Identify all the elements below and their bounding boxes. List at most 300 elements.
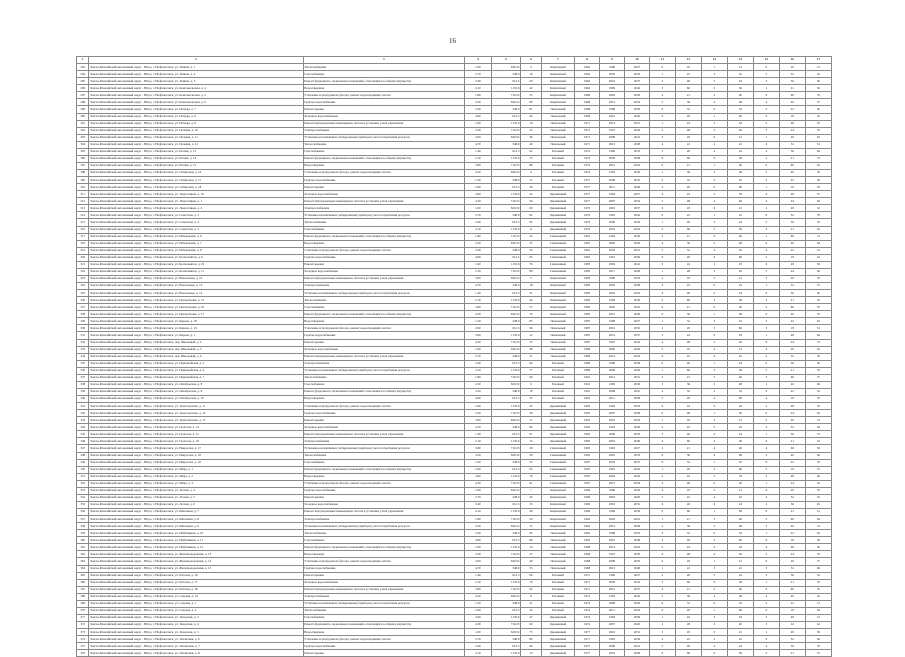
share-cell: 98 [521,537,542,544]
area-cell: 1135.6 [491,403,520,410]
c6-cell: 60 [779,304,805,311]
row-number-cell: 347 [77,445,89,452]
code-cell: 2.90 [464,325,491,332]
year_plan-cell: 2029 [624,473,649,480]
row-number-cell: 327 [77,304,89,311]
year_repair-cell: 2004 [600,261,625,268]
c5-cell: 5 [753,219,779,226]
c6-cell: 20 [779,629,805,636]
c4-cell: 48 [727,170,753,177]
c4-cell: 36 [727,297,753,304]
code-cell: 3.20 [464,388,491,395]
share-cell: 89 [521,268,542,275]
c3-cell: 1 [701,410,727,417]
row-number-cell: 345 [77,431,89,438]
c3-cell: 0 [701,480,727,487]
table-row [77,459,832,466]
area-cell: 548.9 [491,424,520,431]
c5-cell: 6 [753,141,779,148]
c7-cell: 70 [805,120,831,127]
area-cell: 710.25 [491,516,520,523]
c7-cell: 51 [805,141,831,148]
row-number-cell: 313 [77,205,89,212]
c3-cell: 0 [701,233,727,240]
material-cell: Кирпичный [541,85,574,92]
c4-cell: 36 [727,226,753,233]
area-cell: 548.9 [491,636,520,643]
row-number-cell: 297 [77,92,89,99]
share-cell: 55 [521,92,542,99]
share-cell: 97 [521,431,542,438]
table-row [77,318,832,325]
material-cell: Блочный [541,579,574,586]
material-cell: Панельный [541,530,574,537]
share-cell: 52 [521,459,542,466]
address-cell: Ханты-Мансийский автономный округ - Югра, г. Нефтеюганск, ул. Рабочая, д. 17 [89,579,303,586]
year_built-cell: 1999 [575,501,600,508]
row-number-cell: 356 [77,509,89,516]
year_plan-cell: 2036 [624,381,649,388]
area-cell: 1135.6 [491,473,520,480]
address-cell: Ханты-Мансийский автономный округ - Югра, г. Нефтеюганск, ул. Космонавтов, д. 10 [89,261,303,268]
row-number-cell: 326 [77,297,89,304]
c2-cell: 20 [675,537,701,544]
address-cell: Ханты-Мансийский автономный округ - Югра, г. Нефтеюганск, ул. Вокзальная, д. 14 [89,290,303,297]
material-cell: Кирпичный [541,297,574,304]
table-row [77,614,832,621]
c7-cell: 45 [805,593,831,600]
c4-cell: 40 [727,162,753,169]
table-row [77,600,832,607]
year_repair-cell: 1998 [600,106,625,113]
year_plan-cell: 2043 [624,417,649,424]
c1-cell: 2 [649,572,675,579]
row-number-cell: 361 [77,544,89,551]
share-cell: 42 [521,85,542,92]
service-cell: Теплоснабжение [303,64,464,71]
address-cell: Ханты-Мансийский автономный округ - Югра, г. Нефтеюганск, ул. Мира, д. 3 [89,480,303,487]
year_repair-cell: 2005 [600,452,625,459]
code-cell: 1.40 [464,290,491,297]
column-header: 5 [491,57,520,64]
c7-cell: 42 [805,622,831,629]
address-cell: Ханты-Мансийский автономный округ - Югра, г. Нефтеюганск, ул. Нефтяников, д. 11 [89,537,303,544]
service-cell: Установка коллективных (общедомовых) приборов учета потребления ресурсов [303,445,464,452]
row-number-cell: 300 [77,113,89,120]
address-cell: Ханты-Мансийский автономный округ - Югра, г. Нефтеюганск, ул. Кирова, д. 19 [89,325,303,332]
c5-cell: 4 [753,99,779,106]
row-number-cell: 359 [77,530,89,537]
area-cell: 710.25 [491,198,520,205]
year_built-cell: 1974 [575,600,600,607]
table-row [77,417,832,424]
c4-cell: 22 [727,283,753,290]
c7-cell: 45 [805,226,831,233]
row-number-cell: 317 [77,233,89,240]
c4-cell: 24 [727,360,753,367]
c5-cell: 2 [753,353,779,360]
address-cell: Ханты-Мансийский автономный округ - Югра, г. Нефтеюганск, ул. Кирова, д. 18 [89,318,303,325]
code-cell: 3.80 [464,304,491,311]
c2-cell: 36 [675,381,701,388]
material-cell: Панельный [541,353,574,360]
row-number-cell: 323 [77,275,89,282]
c6-cell: 20 [779,64,805,71]
share-cell: 33 [521,501,542,508]
material-cell: Кирпичный [541,494,574,501]
address-cell: Ханты-Мансийский автономный округ - Югра, г. Нефтеюганск, ул. Садовая, д. 1 [89,600,303,607]
year_repair-cell: 2013 [600,565,625,572]
address-cell: Ханты-Мансийский автономный округ - Югра, г. Нефтеюганск, ул. Октябрьская, д. 8 [89,381,303,388]
share-cell: 16 [521,71,542,78]
address-cell: Ханты-Мансийский автономный округ - Югра, г. Нефтеюганск, ул. Набережная, д. 7 [89,240,303,247]
column-header: 4 [464,57,491,64]
c6-cell: 36 [779,643,805,650]
c5-cell: 4 [753,297,779,304]
c2-cell: 52 [675,388,701,395]
c2-cell: 40 [675,643,701,650]
year_built-cell: 1989 [575,367,600,374]
c3-cell: 6 [701,353,727,360]
code-cell: 1.40 [464,148,491,155]
year_repair-cell: 2006 [600,219,625,226]
year_built-cell: 1995 [575,445,600,452]
c2-cell: 21 [675,586,701,593]
c2-cell: 22 [675,212,701,219]
table-row [77,219,832,226]
c5-cell: 4 [753,593,779,600]
c4-cell: 21 [727,64,753,71]
c4-cell: 24 [727,78,753,85]
c4-cell: 40 [727,445,753,452]
c3-cell: 2 [701,586,727,593]
table-row [77,85,832,92]
year_built-cell: 1977 [575,198,600,205]
address-cell: Ханты-Мансийский автономный округ - Югра, г. Нефтеюганск, ул. Победы, д. 8 [89,113,303,120]
c7-cell: 76 [805,459,831,466]
c6-cell: 36 [779,219,805,226]
year_repair-cell: 1992 [600,233,625,240]
c1-cell: 2 [649,374,675,381]
share-cell: 56 [521,198,542,205]
table-row [77,410,832,417]
year_plan-cell: 2027 [624,191,649,198]
table-row [77,558,832,565]
year_repair-cell: 2016 [600,290,625,297]
c3-cell: 0 [701,283,727,290]
c6-cell: 24 [779,551,805,558]
year_plan-cell: 2034 [624,607,649,614]
c4-cell: 18 [727,191,753,198]
area-cell: 548.9 [491,600,520,607]
c5-cell: 4 [753,346,779,353]
c5-cell: 6 [753,537,779,544]
c3-cell: 5 [701,177,727,184]
address-cell: Ханты-Мансийский автономный округ - Югра, г. Нефтеюганск, ул. Сибирская, д. 17 [89,177,303,184]
material-cell: Панельный [541,332,574,339]
table-row [77,551,832,558]
c2-cell: 20 [675,466,701,473]
service-cell: Установка коллективных (общедомовых) приборов учета потребления ресурсов [303,600,464,607]
row-number-cell: 308 [77,170,89,177]
c2-cell: 20 [675,396,701,403]
c4-cell: 24 [727,572,753,579]
c7-cell: 31 [805,247,831,254]
c3-cell: 6 [701,155,727,162]
year_repair-cell: 1999 [600,85,625,92]
c5-cell: 3 [753,177,779,184]
year_repair-cell: 2002 [600,516,625,523]
c7-cell: 64 [805,148,831,155]
c2-cell: 20 [675,325,701,332]
c1-cell: 6 [649,452,675,459]
table-row [77,509,832,516]
year_repair-cell: 2012 [600,162,625,169]
c3-cell: 4 [701,346,727,353]
c6-cell: 22 [779,388,805,395]
c2-cell: 40 [675,360,701,367]
code-cell: 4.70 [464,424,491,431]
year_repair-cell: 2015 [600,311,625,318]
c6-cell: 18 [779,325,805,332]
table-row [77,353,832,360]
row-number-cell: 363 [77,558,89,565]
c3-cell: 6 [701,403,727,410]
c5-cell: 1 [753,530,779,537]
year_built-cell: 1983 [575,268,600,275]
year_plan-cell: 2037 [624,332,649,339]
c3-cell: 5 [701,572,727,579]
year_plan-cell: 2033 [624,275,649,282]
year_repair-cell: 1998 [600,530,625,537]
c7-cell: 76 [805,92,831,99]
share-cell: 11 [521,226,542,233]
material-cell: Блочный [541,586,574,593]
c4-cell: 18 [727,120,753,127]
c7-cell: 76 [805,275,831,282]
row-number-cell: 340 [77,396,89,403]
c7-cell: 37 [805,283,831,290]
c2-cell: 36 [675,311,701,318]
year_plan-cell: 2043 [624,290,649,297]
c2-cell: 20 [675,607,701,614]
code-cell: 1.20 [464,318,491,325]
c2-cell: 18 [675,346,701,353]
material-cell: Панельный [541,346,574,353]
row-number-cell: 306 [77,155,89,162]
table-row [77,431,832,438]
c6-cell: 52 [779,353,805,360]
c5-cell: 6 [753,290,779,297]
c4-cell: 60 [727,396,753,403]
c5-cell: 3 [753,127,779,134]
year_repair-cell: 2004 [600,473,625,480]
c6-cell: 60 [779,92,805,99]
c3-cell: 0 [701,530,727,537]
c2-cell: 22 [675,353,701,360]
c7-cell: 46 [805,198,831,205]
c4-cell: 22 [727,565,753,572]
year_repair-cell: 1990 [600,487,625,494]
c7-cell: 31 [805,523,831,530]
c6-cell: 18 [779,113,805,120]
column-header-row [77,57,832,64]
material-cell: Панельный [541,120,574,127]
c5-cell: 5 [753,318,779,325]
year_plan-cell: 2036 [624,636,649,643]
c6-cell: 36 [779,501,805,508]
code-cell: 3.80 [464,445,491,452]
c5-cell: 2 [753,106,779,113]
c5-cell: 2 [753,304,779,311]
c6-cell: 48 [779,261,805,268]
c1-cell: 2 [649,127,675,134]
c2-cell: 60 [675,650,701,657]
area-cell: 612.5 [491,466,520,473]
table-row [77,480,832,487]
area-cell: 612.5 [491,290,520,297]
service-cell: Ремонт крыши [303,261,464,268]
service-cell: Утепление и (или) ремонт фасада, ремонт водоотводящих систем [303,92,464,99]
c6-cell: 21 [779,226,805,233]
c6-cell: 40 [779,99,805,106]
code-cell: 3.20 [464,247,491,254]
c6-cell: 22 [779,530,805,537]
service-cell: Ремонт внутридомовых инженерных систем и установка узлов управления [303,275,464,282]
c4-cell: 36 [727,367,753,374]
material-cell: Кирпичный [541,487,574,494]
service-cell: Ремонт фундамента, подвальных помещений, относящихся к общему имуществу [303,155,464,162]
material-cell: Блочный [541,396,574,403]
column-header: 12 [675,57,701,64]
service-cell: Теплоснабжение [303,374,464,381]
c2-cell: 48 [675,268,701,275]
c6-cell: 52 [779,636,805,643]
year_plan-cell: 2041 [624,261,649,268]
c2-cell: 36 [675,523,701,530]
c3-cell: 0 [701,134,727,141]
service-cell: Утепление и (или) ремонт фасада, ремонт водоотводящих систем [303,170,464,177]
address-cell: Ханты-Мансийский автономный округ - Югра, г. Нефтеюганск, ул. Советская, д. 4 [89,219,303,226]
c6-cell: 24 [779,410,805,417]
area-cell: 612.5 [491,148,520,155]
material-cell: Смешанный [541,233,574,240]
share-cell: 44 [521,297,542,304]
c7-cell: 64 [805,607,831,614]
c4-cell: 52 [727,177,753,184]
c6-cell: 22 [779,600,805,607]
year_plan-cell: 2026 [624,367,649,374]
service-cell: Газоснабжение [303,148,464,155]
c5-cell: 4 [753,445,779,452]
table-row [77,304,832,311]
year_repair-cell: 2016 [600,501,625,508]
c4-cell: 22 [727,424,753,431]
row-number-cell: 307 [77,162,89,169]
c2-cell: 40 [675,501,701,508]
c6-cell: 21 [779,367,805,374]
service-cell: Электроснабжение [303,283,464,290]
c3-cell: 2 [701,141,727,148]
c5-cell: 1 [753,332,779,339]
c1-cell: 2 [649,622,675,629]
c4-cell: 60 [727,325,753,332]
c7-cell: 56 [805,360,831,367]
area-cell: 548.9 [491,106,520,113]
c5-cell: 4 [753,247,779,254]
year_built-cell: 1971 [575,134,600,141]
address-cell: Ханты-Мансийский автономный округ - Югра, г. Нефтеюганск, ул. Энергетиков, д. 2 [89,205,303,212]
year_built-cell: 1974 [575,622,600,629]
row-number-cell: 330 [77,325,89,332]
c3-cell: 6 [701,551,727,558]
material-cell: Панельный [541,565,574,572]
c6-cell: 36 [779,431,805,438]
material-cell: Смешанный [541,261,574,268]
row-number-cell: 360 [77,537,89,544]
year_repair-cell: 1997 [600,551,625,558]
c5-cell: 6 [753,438,779,445]
c1-cell: 5 [649,445,675,452]
area-cell: 1135.6 [491,191,520,198]
c5-cell: 2 [753,254,779,261]
year_built-cell: 1971 [575,572,600,579]
c5-cell: 5 [753,516,779,523]
c7-cell: 64 [805,516,831,523]
c6-cell: 24 [779,268,805,275]
year_built-cell: 1977 [575,629,600,636]
c6-cell: 48 [779,473,805,480]
c3-cell: 4 [701,396,727,403]
year_repair-cell: 2015 [600,99,625,106]
year_plan-cell: 2028 [624,396,649,403]
c7-cell: 52 [805,113,831,120]
c6-cell: 20 [779,205,805,212]
code-cell: 2.30 [464,268,491,275]
share-cell: 30 [521,184,542,191]
row-number-cell: 336 [77,367,89,374]
address-cell: Ханты-Мансийский автономный округ - Югра, г. Нефтеюганск, ул. Заводская, д. 4 [89,622,303,629]
year_plan-cell: 2041 [624,643,649,650]
service-cell: Электроснабжение [303,593,464,600]
code-cell: 1.60 [464,261,491,268]
year_repair-cell: 2011 [600,184,625,191]
c4-cell: 36 [727,650,753,657]
c1-cell: 5 [649,297,675,304]
material-cell: Кирпичный [541,304,574,311]
c7-cell: 35 [805,586,831,593]
area-cell: 710.25 [491,162,520,169]
c7-cell: 56 [805,177,831,184]
year_built-cell: 1962 [575,71,600,78]
year_plan-cell: 2038 [624,410,649,417]
table-row [77,268,832,275]
area-cell: 620.52 [491,593,520,600]
c3-cell: 4 [701,593,727,600]
c1-cell: 4 [649,537,675,544]
code-cell: 2.70 [464,494,491,501]
c4-cell: 21 [727,487,753,494]
year_repair-cell: 2005 [600,240,625,247]
share-cell: 14 [521,544,542,551]
share-cell: 99 [521,643,542,650]
year_repair-cell: 2009 [600,579,625,586]
year_plan-cell: 2029 [624,219,649,226]
c3-cell: 5 [701,275,727,282]
share-cell: 86 [521,636,542,643]
c6-cell: 40 [779,523,805,530]
service-cell: Газоснабжение [303,537,464,544]
